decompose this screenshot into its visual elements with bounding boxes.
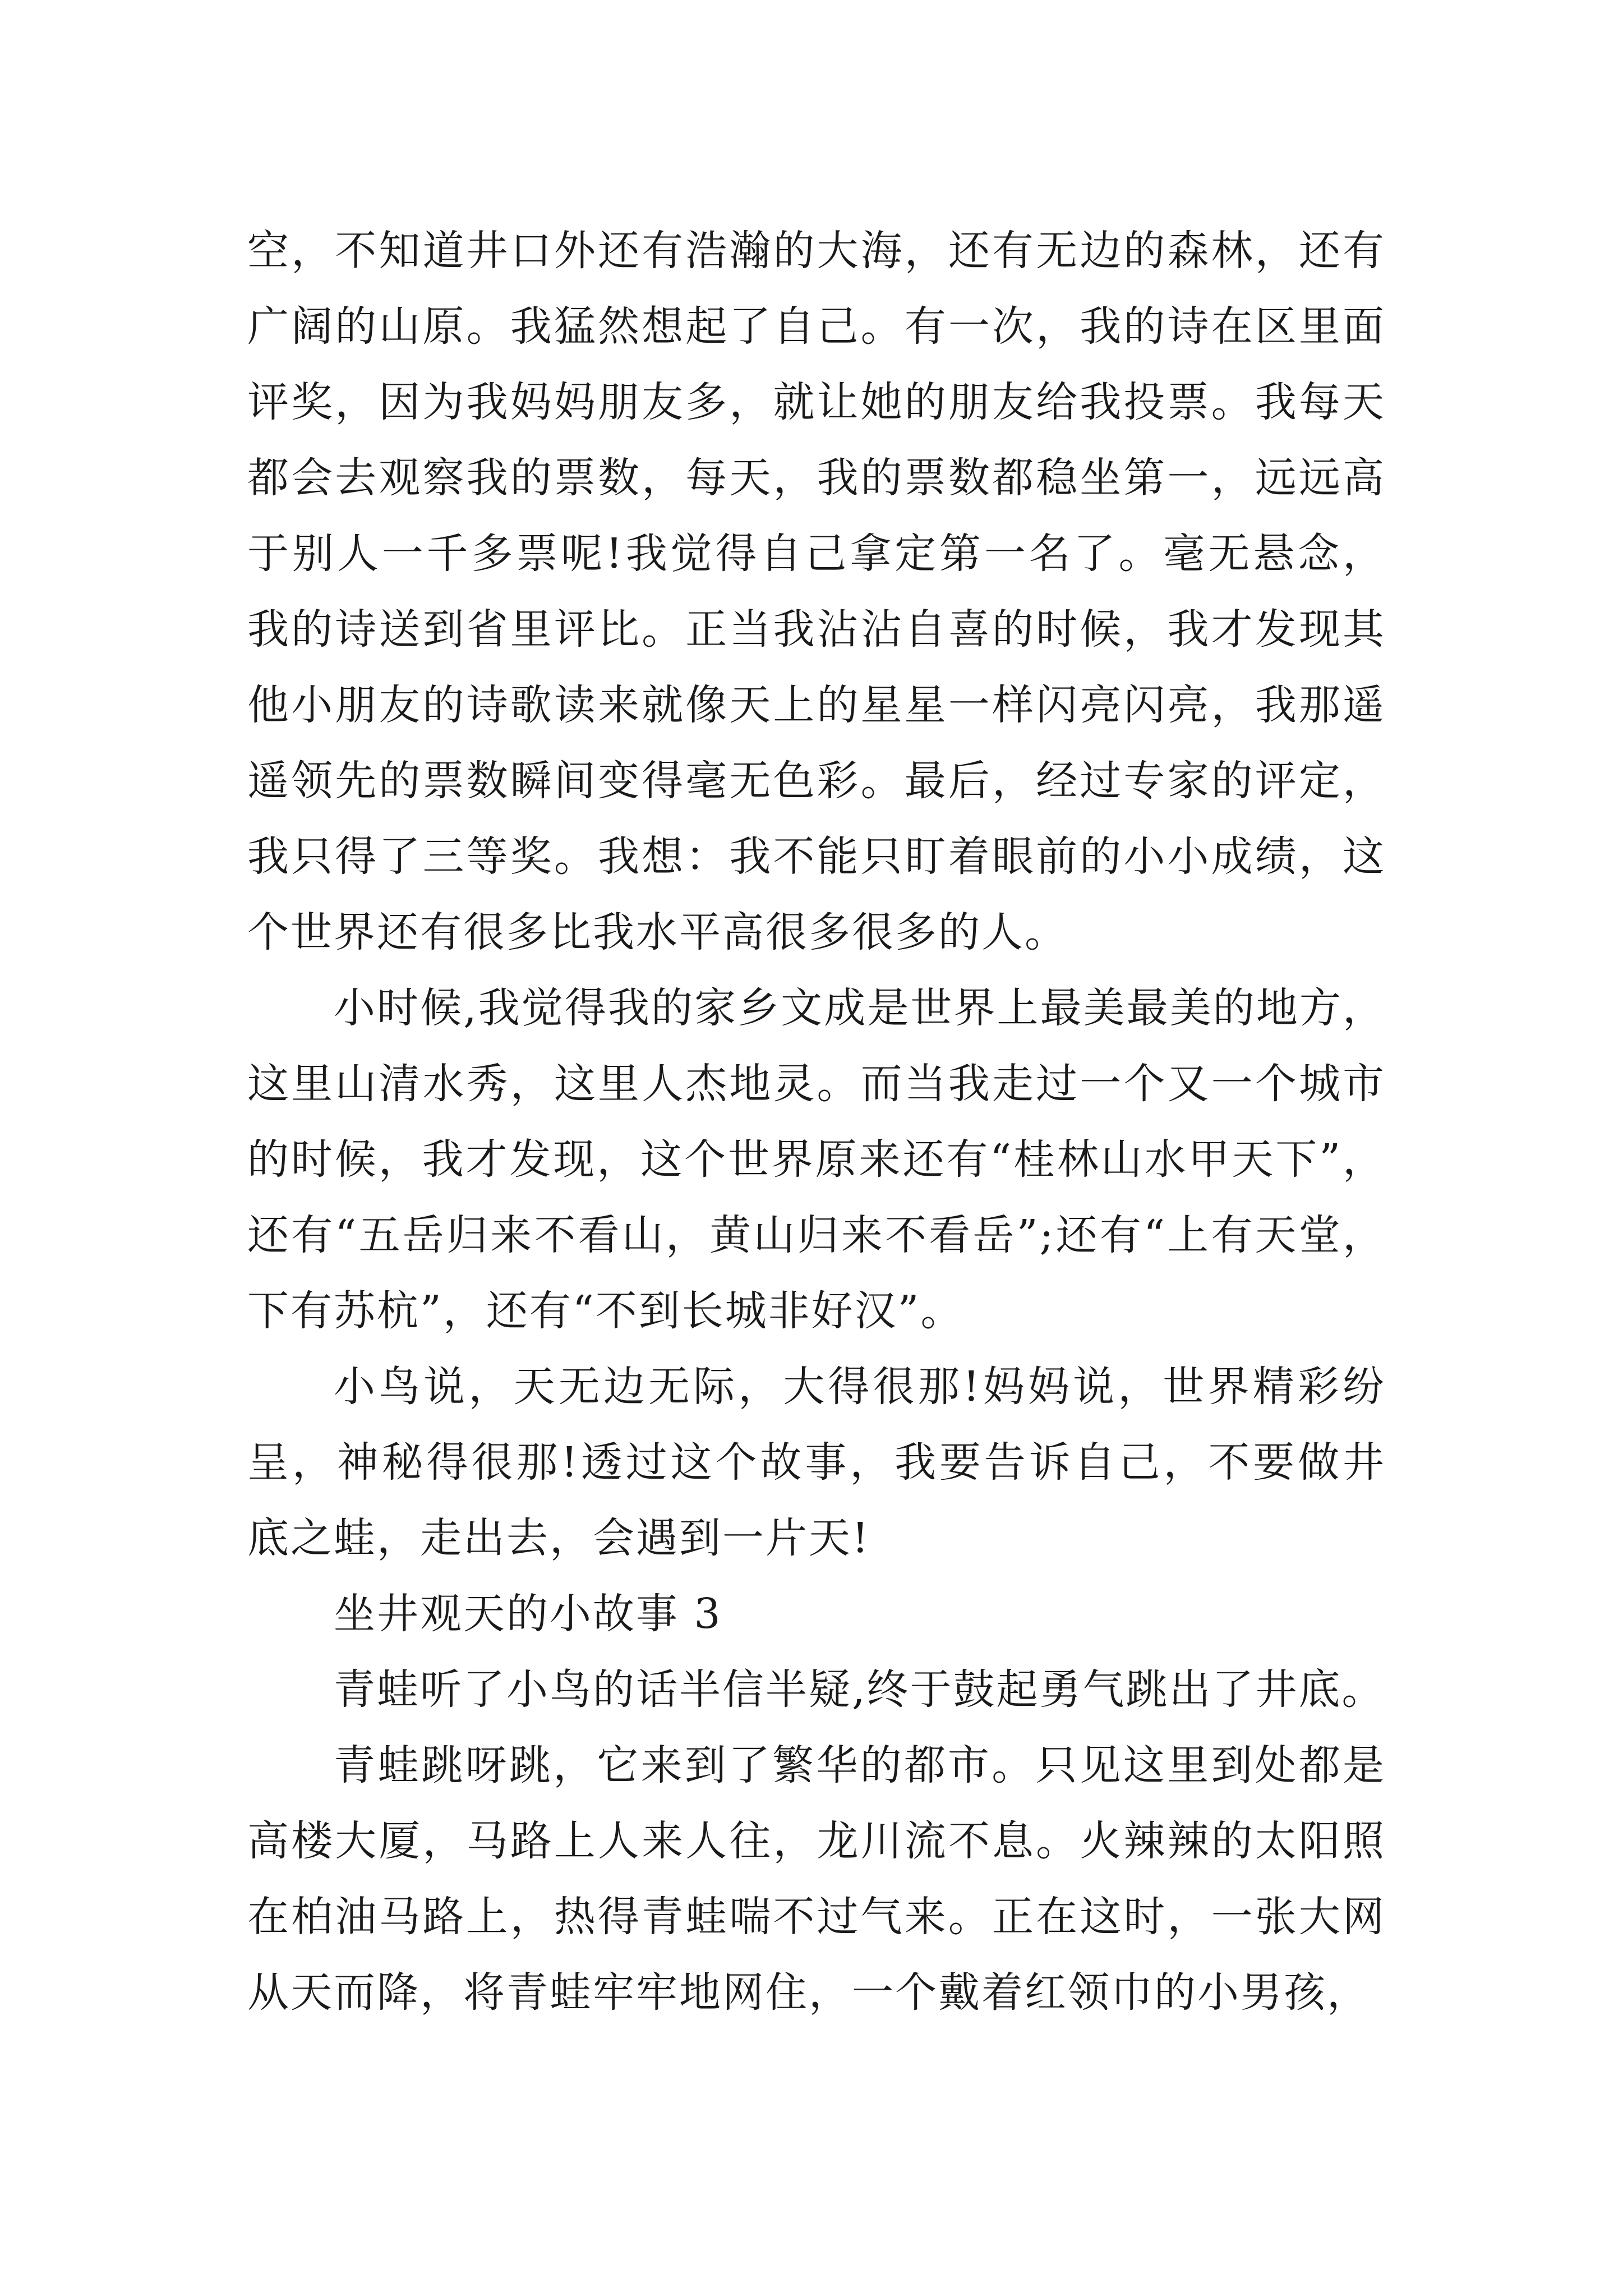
section-heading: 坐井观天的小故事 3 [334, 1590, 722, 1638]
paragraph-continued: 空，不知道井口外还有浩瀚的大海，还有无边的森林，还有广阔的山原。我猛然想起了自己。有一次，我的诗在区里面评奖，因为我妈妈朋友多，就让她的朋友给我投票。我每天都会去观察我的票数，每天，我的票数都稳坐第一，远远高于别人一千多票呢!我觉得自己拿定第一名了。毫无悬念，我的诗送到省里评比。正当我沾沾自喜的时候，我才发现其他小朋友的诗歌读来就像天上的星星一样闪亮闪亮，我那遥遥领先的票数瞬间变得毫无色彩。最后，经过专家的评定，我只得了三等奖。我想：我不能只盯着眼前的小小成绩，这个世界还有很多比我水平高很多很多的人。 [247, 227, 1386, 956]
paragraph-frog-city: 青蛙跳呀跳，它来到了繁华的都市。只见这里到处都是高楼大厦，马路上人来人往，龙川流不息。火辣辣的太阳照在柏油马路上，热得青蛙喘不过气来。正在这时，一张大网从天而降，将青蛙牢牢地网住，一个戴着红领巾的小男孩， [247, 1741, 1386, 2017]
paragraph-bird-says: 小鸟说，天无边无际，大得很那!妈妈说，世界精彩纷呈，神秘得很那!透过这个故事，我要告诉自己，不要做井底之蛙，走出去，会遇到一片天! [247, 1363, 1386, 1562]
document-body [247, 213, 1386, 2031]
paragraph-frog-doubt: 青蛙听了小鸟的话半信半疑,终于鼓起勇气跳出了井底。 [334, 1665, 1385, 1714]
paragraph-hometown: 小时候,我觉得我的家乡文成是世界上最美最美的地方，这里山清水秀，这里人杰地灵。而当我走过一个又一个城市的时候，我才发现，这个世界原来还有“桂林山水甲天下”，还有“五岳归来不看山，黄山归来不看岳”;还有“上有天堂，下有苏杭”，还有“不到长城非好汉”。 [247, 984, 1386, 1335]
